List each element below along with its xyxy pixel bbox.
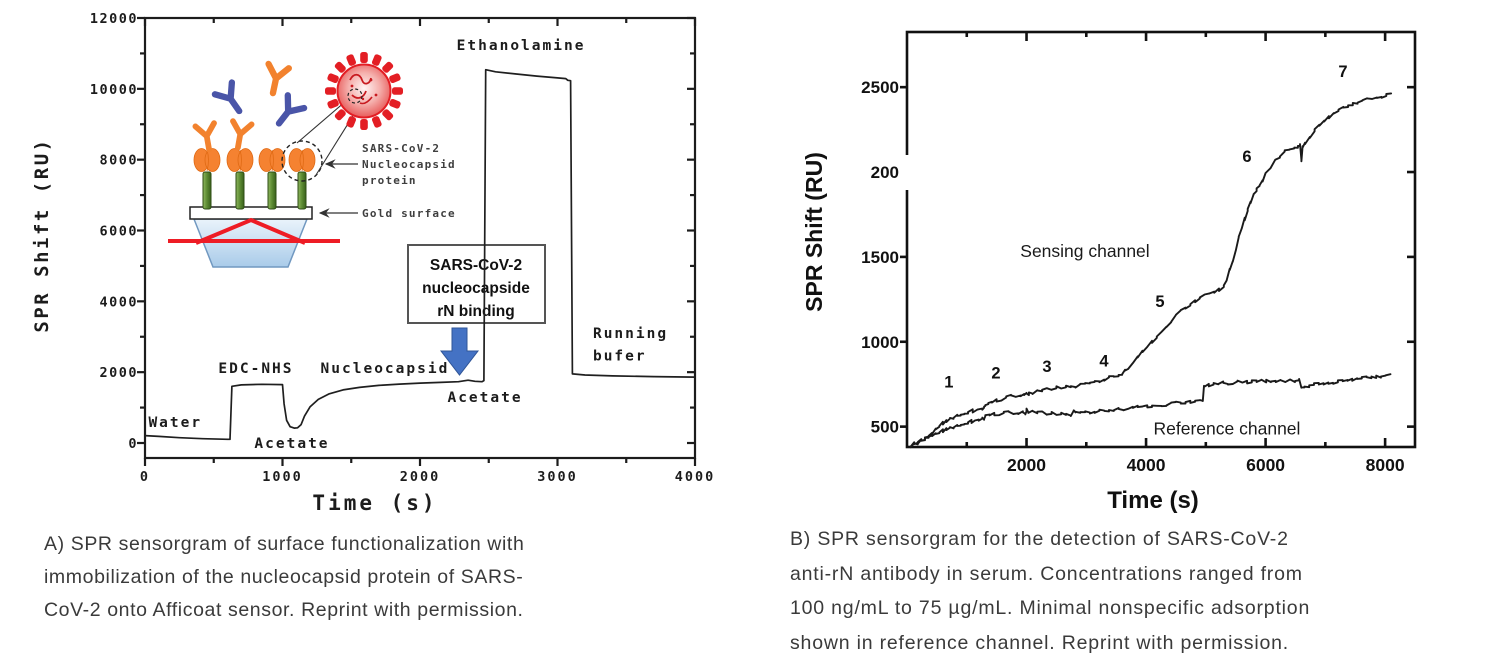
gold-surface-label: Gold surface [362, 207, 456, 220]
svg-text:Acetate: Acetate [254, 435, 330, 452]
svg-text:200: 200 [870, 163, 899, 183]
svg-text:4000: 4000 [1126, 455, 1166, 475]
binding-box-line3: rN binding [437, 303, 515, 320]
svg-text:Sensing channel: Sensing channel [1020, 240, 1150, 261]
caption-b-line2: anti-rN antibody in serum. Concentrations ranged from [790, 562, 1303, 585]
svg-text:6000: 6000 [99, 223, 138, 240]
panel-b-caption [790, 522, 1310, 660]
svg-text:0: 0 [139, 469, 151, 485]
svg-text:Runningbufer: Running bufer [592, 326, 669, 365]
binding-annotation-box [408, 245, 545, 375]
panel-b-axes [861, 32, 1415, 475]
svg-text:3000: 3000 [537, 469, 578, 485]
svg-text:7: 7 [1338, 62, 1348, 81]
virus-icon [325, 52, 403, 130]
svg-text:12000: 12000 [89, 10, 138, 27]
svg-text:Acetate: Acetate [447, 389, 523, 406]
svg-text:Water: Water [148, 415, 203, 432]
svg-text:2000: 2000 [99, 365, 138, 382]
caption-a-line3: CoV-2 onto Afficoat sensor. Reprint with permission. [44, 599, 524, 621]
caption-b-line1: B) SPR sensorgram for the detection of SARS-CoV-2 [790, 528, 1289, 550]
panel-b-chart [740, 0, 1494, 520]
a-y-axis-title: SPR Shift (RU) [31, 137, 53, 333]
bound-antibody-icon [195, 121, 251, 151]
svg-text:1000: 1000 [861, 332, 899, 352]
floating-antibody-icons [215, 64, 304, 130]
svg-text:4000: 4000 [674, 469, 716, 485]
svg-text:Nucleocapsid: Nucleocapsid [320, 360, 450, 377]
b-x-axis-title: Time (s) [1107, 487, 1199, 514]
b-y-axis-title: SPR Shift (RU) [801, 152, 827, 312]
svg-text:8000: 8000 [99, 152, 138, 169]
svg-text:1000: 1000 [262, 469, 303, 485]
svg-text:4: 4 [1099, 352, 1109, 371]
svg-text:10000: 10000 [89, 81, 138, 98]
caption-b-line4: shown in reference channel. Reprint with permission. [790, 631, 1289, 654]
caption-b-line3: 100 ng/mL to 75 µg/mL. Minimal nonspecific adsorption [790, 597, 1311, 619]
svg-text:1500: 1500 [861, 247, 899, 267]
svg-text:2500: 2500 [861, 78, 899, 98]
svg-text:1: 1 [944, 373, 954, 392]
svg-text:2000: 2000 [1007, 455, 1046, 475]
svg-text:Reference channel: Reference channel [1153, 418, 1301, 439]
virus-label-line1: SARS-CoV-2 [362, 142, 441, 155]
svg-text:5: 5 [1155, 292, 1165, 311]
nucleocapsid-proteins [194, 149, 315, 210]
svg-text:EDC-NHS: EDC-NHS [218, 360, 294, 377]
svg-text:Ethanolamine: Ethanolamine [456, 37, 586, 54]
svg-text:3: 3 [1042, 357, 1052, 376]
svg-text:2000: 2000 [399, 469, 441, 485]
sensor-inset-diagram [168, 52, 456, 267]
panel-a-caption [44, 528, 524, 627]
caption-a-line1: A) SPR sensorgram of surface functionalization with [44, 533, 525, 555]
svg-text:6: 6 [1242, 147, 1252, 166]
virus-label-line3: protein [362, 174, 417, 187]
panel-a-chart [0, 0, 745, 520]
svg-text:6000: 6000 [1246, 455, 1286, 475]
svg-text:2: 2 [991, 364, 1001, 383]
svg-text:0: 0 [128, 436, 138, 452]
binding-box-line1: SARS-CoV-2 [429, 257, 523, 274]
virus-label-line2: Nucleocapsid [362, 158, 456, 171]
caption-a-line2: immobilization of the nucleocapsid protein of SARS- [44, 566, 524, 588]
a-x-axis-title: Time (s) [312, 491, 438, 515]
svg-text:500: 500 [870, 417, 899, 437]
svg-text:4000: 4000 [99, 294, 138, 311]
panel-a-axes [90, 11, 715, 485]
binding-box-line2: nucleocapside [422, 280, 530, 297]
svg-text:8000: 8000 [1365, 455, 1405, 475]
